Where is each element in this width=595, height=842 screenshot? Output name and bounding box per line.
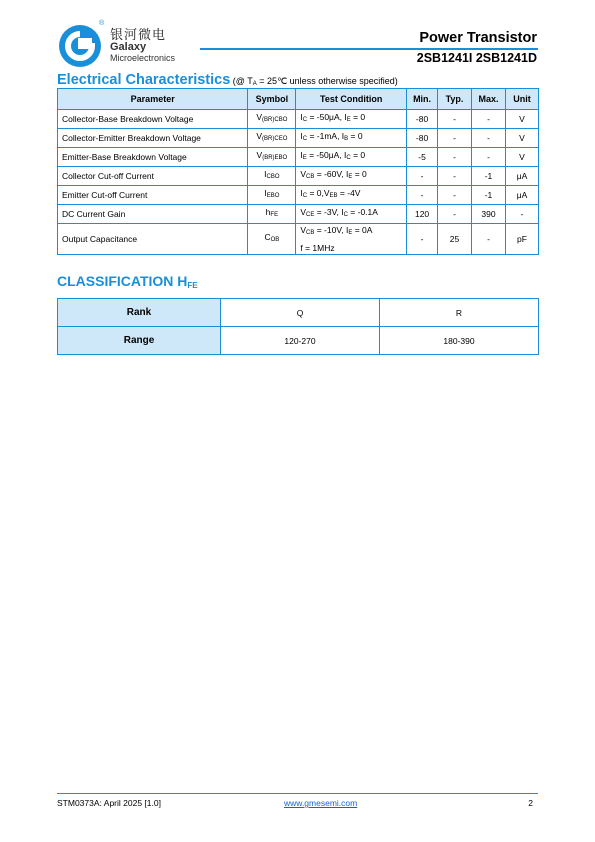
rank-cell: R	[380, 299, 539, 327]
header-max: Max.	[472, 89, 506, 110]
max-cell: -	[472, 224, 506, 255]
unit-cell: μA	[505, 167, 538, 186]
header-divider	[200, 48, 538, 50]
classification-table	[57, 298, 539, 355]
test-condition-cell: $I_C = 0,V_{EB} = -4V$	[296, 186, 407, 205]
header-parameter: Parameter	[58, 89, 248, 110]
table-row	[58, 186, 539, 205]
table-header-row	[58, 89, 539, 110]
max-cell: -	[472, 110, 506, 129]
range-cell: 120-270	[221, 327, 380, 355]
range-label: Range	[58, 327, 221, 355]
unit-cell: V	[505, 110, 538, 129]
table-row	[58, 205, 539, 224]
min-cell: -80	[407, 129, 438, 148]
header-unit: Unit	[505, 89, 538, 110]
typ-cell: -	[438, 148, 472, 167]
website-link[interactable]: www.gmesemi.com	[284, 798, 358, 808]
part-number: 2SB1241I 2SB1241D	[416, 51, 537, 65]
registered-mark: ®	[99, 20, 105, 27]
max-cell: -1	[472, 186, 506, 205]
header-symbol: Symbol	[248, 89, 296, 110]
ec-title: Electrical Characteristics	[57, 72, 231, 88]
test-condition-cell: $I_C = -50\mu A$, $I_E = 0$	[296, 110, 407, 129]
ec-conditions-note: (@ $T_A$ = 25℃ unless otherwise specified)	[230, 76, 398, 87]
page-number: 2	[528, 798, 533, 808]
rank-row	[58, 299, 539, 327]
table-row	[58, 129, 539, 148]
symbol-cell: $h_{FE}$	[248, 205, 296, 224]
document-id: STM0373A: April 2025 [1.0]	[57, 798, 161, 808]
parameter-cell: Collector Cut-off Current	[58, 167, 248, 186]
symbol-cell: $V_{(BR)CEO}$	[248, 129, 296, 148]
condition-line-2: f = 1MHz	[300, 242, 335, 253]
test-condition-cell: $V_{CB} = -60V$, $I_E = 0$	[296, 167, 407, 186]
header-min: Min.	[407, 89, 438, 110]
min-cell: -5	[407, 148, 438, 167]
typ-cell: 25	[438, 224, 472, 255]
logo-chinese-name: 银河微电	[110, 27, 167, 42]
logo-brand: Galaxy	[110, 41, 147, 53]
rank-label: Rank	[58, 299, 221, 327]
parameter-cell: Collector-Base Breakdown Voltage	[58, 110, 248, 129]
classification-title: CLASSIFICATION $H_{FE}$	[57, 273, 198, 290]
max-cell: 390	[472, 205, 506, 224]
range-cell: 180-390	[380, 327, 539, 355]
range-row	[58, 327, 539, 355]
logo-subtitle: Microelectronics	[110, 53, 176, 63]
rank-cell: Q	[221, 299, 380, 327]
electrical-characteristics-table	[57, 88, 539, 255]
min-cell: 120	[407, 205, 438, 224]
typ-cell: -	[438, 129, 472, 148]
test-condition-cell: $I_C = -1mA$, $I_B = 0$	[296, 129, 407, 148]
product-type: Power Transistor	[419, 30, 537, 46]
min-cell: -	[407, 224, 438, 255]
test-condition-cell: $V_{CE} = -3V$, $I_C = -0.1A$	[296, 205, 407, 224]
test-condition-cell	[296, 224, 407, 255]
section-title	[57, 71, 398, 89]
symbol-cell: $C_{OB}$	[248, 224, 296, 255]
header-typ: Typ.	[438, 89, 472, 110]
typ-cell: -	[438, 205, 472, 224]
parameter-cell: Emitter Cut-off Current	[58, 186, 248, 205]
min-cell: -80	[407, 110, 438, 129]
galaxy-g-logo-icon	[56, 20, 104, 68]
condition-line-1: $V_{CB} = -10V$, $I_E = 0A$	[300, 224, 373, 236]
min-cell: -	[407, 167, 438, 186]
parameter-cell: Output Capacitance	[58, 224, 248, 255]
footer-divider	[57, 793, 538, 794]
symbol-cell: $I_{CBO}$	[248, 167, 296, 186]
table-row	[58, 167, 539, 186]
unit-cell: V	[505, 129, 538, 148]
unit-cell: pF	[505, 224, 538, 255]
symbol-cell: $V_{(BR)CBO}$	[248, 110, 296, 129]
test-condition-cell: $I_E = -50\mu A$, $I_C = 0$	[296, 148, 407, 167]
unit-cell: μA	[505, 186, 538, 205]
table-row	[58, 148, 539, 167]
parameter-cell: DC Current Gain	[58, 205, 248, 224]
table-row	[58, 110, 539, 129]
parameter-cell: Emitter-Base Breakdown Voltage	[58, 148, 248, 167]
typ-cell: -	[438, 167, 472, 186]
typ-cell: -	[438, 186, 472, 205]
min-cell: -	[407, 186, 438, 205]
company-logo	[56, 20, 206, 72]
symbol-cell: $V_{(BR)EBO}$	[248, 148, 296, 167]
table-row	[58, 224, 539, 255]
max-cell: -1	[472, 167, 506, 186]
unit-cell: V	[505, 148, 538, 167]
header-test-condition: Test Condition	[296, 89, 407, 110]
parameter-cell: Collector-Emitter Breakdown Voltage	[58, 129, 248, 148]
symbol-cell: $I_{EBO}$	[248, 186, 296, 205]
max-cell: -	[472, 148, 506, 167]
typ-cell: -	[438, 110, 472, 129]
max-cell: -	[472, 129, 506, 148]
unit-cell: -	[505, 205, 538, 224]
